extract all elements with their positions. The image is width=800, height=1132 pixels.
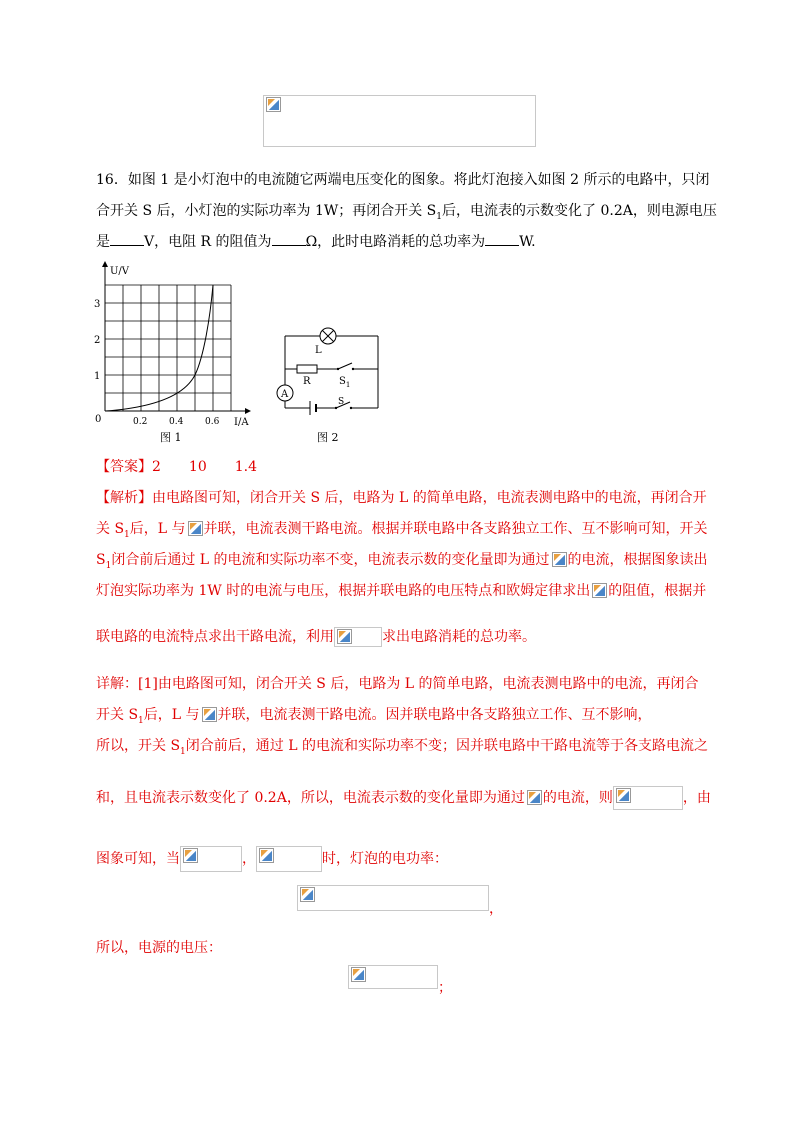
detail-line-5: 图象可知，当 ， 时，灯泡的电功率： — [96, 846, 448, 872]
figure-1-graph — [88, 258, 258, 448]
answer-blank-2 — [272, 233, 306, 246]
broken-image-icon — [592, 583, 607, 598]
broken-image-icon — [300, 887, 315, 902]
broken-image-icon — [188, 521, 203, 536]
broken-image-icon — [527, 790, 542, 805]
inline-formula-image — [186, 520, 204, 538]
answer-label: 【答案】 — [96, 459, 152, 475]
figure-1-caption: 图 1 — [160, 431, 182, 444]
x-tick-label: 0.2 — [133, 417, 148, 427]
broken-image-icon — [259, 848, 274, 863]
inline-formula-image — [590, 582, 608, 600]
inline-formula-image — [550, 551, 568, 569]
broken-image-icon — [351, 967, 366, 982]
formula-image-placeholder — [297, 885, 489, 911]
question-number: 16． — [96, 172, 128, 188]
y-tick-label: 2 — [94, 335, 101, 346]
origin-label: 0 — [95, 414, 102, 425]
inline-formula-image — [200, 706, 218, 724]
detail-line-3: 所以，开关 $S_1$闭合前后，通过 L 的电流和实际功率不变；因并联电路中干路电流等于各支路电流之 — [96, 738, 708, 757]
analysis-line-2: 关 $S_1$后，L 与 并联，电流表测干路电流。根据并联电路中各支路独立工作、互不影响可知，开关 — [96, 521, 708, 540]
x-tick-label: 0.4 — [169, 417, 184, 427]
ammeter-symbol — [277, 385, 293, 401]
answer-line: 【答案】2 10 1.4 — [96, 459, 258, 475]
broken-image-icon — [337, 629, 352, 644]
analysis-line-4: 灯泡实际功率为 1W 时的电流与电压，根据并联电路的电压特点和欧姆定律求出 的阻值，根据并 — [96, 583, 707, 599]
detail-line-2: 开关 $S_1$后，L 与 并联，电流表测干路电流。因并联电路中各支路独立工作、互不影响， — [96, 707, 652, 726]
answer-blank-3 — [485, 233, 519, 246]
broken-image-icon — [616, 788, 631, 803]
question-line-3: 是 V，电阻 R 的阻值为 Ω，此时电路消耗的总功率为 W. — [96, 234, 536, 250]
y-tick-label: 3 — [94, 299, 101, 310]
broken-image-icon — [266, 97, 281, 112]
analysis-label: 【解析】 — [96, 490, 152, 506]
detail-line-1: 详解：[1]由电路图可知，闭合开关 S 后，电路为 L 的简单电路，电流表测电路中的电流，再闭合 — [96, 676, 699, 692]
battery-symbol — [310, 401, 316, 415]
grid — [105, 285, 231, 411]
formula-image-placeholder — [263, 95, 536, 147]
inline-formula-image — [334, 627, 382, 647]
question-line-1: 16．如图 1 是小灯泡中的电流随它两端电压变化的图象。将此灯泡接入如图 2 所示的电路中，只闭 — [96, 172, 710, 188]
inline-formula-image — [525, 789, 543, 807]
x-tick-label: 0.6 — [205, 417, 220, 427]
figure-2-circuit — [268, 320, 388, 448]
broken-image-icon — [183, 848, 198, 863]
question-line-2: 合开关 S 后，小灯泡的实际功率为 1W；再闭合开关 $S_1$后，电流表的示数变化了 0.2A，则电源电压 — [96, 203, 717, 222]
inline-formula-image — [613, 786, 683, 810]
punctuation: ， — [489, 901, 503, 917]
analysis-line-5: 联电路的电流特点求出干路电流，利用 求出电路消耗的总功率。 — [96, 629, 536, 645]
formula-image-placeholder — [348, 965, 438, 989]
inline-formula-image — [180, 846, 242, 872]
resistor-label: R — [303, 376, 311, 387]
x-axis-label: I/A — [234, 417, 249, 428]
broken-image-icon — [552, 552, 567, 567]
analysis-line-1: 【解析】由电路图可知，闭合开关 S 后，电路为 L 的简单电路，电流表测电路中的电流，再闭合开 — [96, 490, 707, 506]
resistor-symbol — [297, 365, 317, 373]
y-axis-label: U/V — [110, 266, 130, 277]
y-tick-label: 1 — [94, 371, 101, 382]
svg-text:A: A — [281, 389, 289, 400]
punctuation: ； — [438, 980, 452, 996]
inline-formula-image — [256, 846, 322, 872]
broken-image-icon — [202, 707, 217, 722]
analysis-line-3: $S_1$闭合前后通过 L 的电流和实际功率不变，电流表示数的变化量即为通过 的电流，根据图象读出 — [96, 552, 708, 571]
detail-line-7: 所以，电源的电压： — [96, 940, 222, 956]
detail-line-4: 和，且电流表示数变化了 0.2A，所以，电流表示数的变化量即为通过 的电流，则 ，由 — [96, 786, 711, 810]
lamp-label: L — [315, 345, 322, 356]
answer-blank-1 — [110, 233, 144, 246]
lamp-symbol — [320, 328, 336, 344]
switch-s-label: S — [338, 397, 345, 407]
switch-s1-label: $S_1$ — [339, 376, 351, 389]
figure-2-caption: 图 2 — [317, 431, 339, 444]
